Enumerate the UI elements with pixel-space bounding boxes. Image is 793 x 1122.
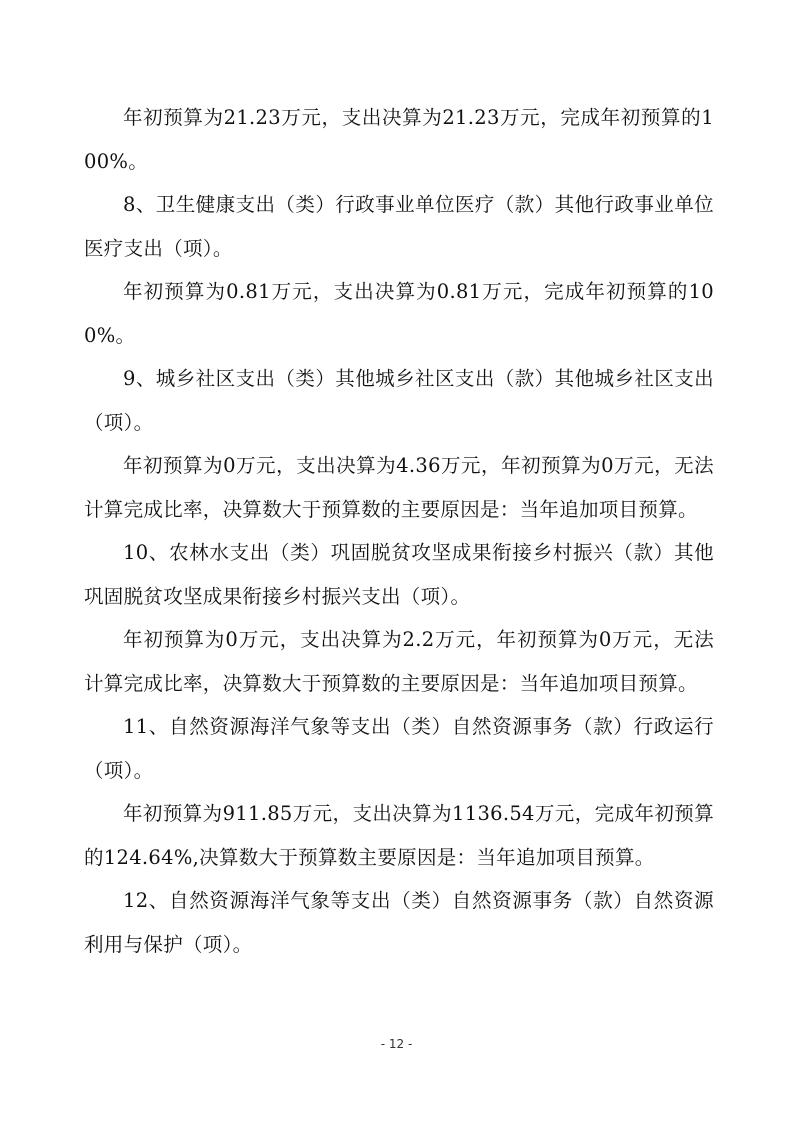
paragraph-item-10-heading: 10、农林水支出（类）巩固脱贫攻坚成果衔接乡村振兴（款）其他巩固脱贫攻坚成果衔接乡村振兴支出（项）。: [84, 541, 714, 608]
paragraph-item-8-heading: 8、卫生健康支出（类）行政事业单位医疗（款）其他行政事业单位医疗支出（项）。: [84, 193, 714, 260]
paragraph-item-9-heading: 9、城乡社区支出（类）其他城乡社区支出（款）其他城乡社区支出（项）。: [84, 367, 714, 434]
paragraph-budget-2-2: 年初预算为0万元，支出决算为2.2万元，年初预算为0万元，无法计算完成比率，决算数大于预算数的主要原因是：当年追加项目预算。: [84, 628, 714, 695]
paragraph-budget-21-23: 年初预算为21.23万元，支出决算为21.23万元，完成年初预算的100%。: [84, 106, 714, 173]
paragraph-budget-4-36: 年初预算为0万元，支出决算为4.36万元，年初预算为0万元，无法计算完成比率，决算数大于预算数的主要原因是：当年追加项目预算。: [84, 454, 714, 521]
paragraph-item-11-heading: 11、自然资源海洋气象等支出（类）自然资源事务（款）行政运行（项）。: [84, 715, 714, 782]
document-body: [84, 96, 714, 966]
paragraph-item-12-heading: 12、自然资源海洋气象等支出（类）自然资源事务（款）自然资源利用与保护（项）。: [84, 889, 714, 956]
paragraph-budget-1136-54: 年初预算为911.85万元，支出决算为1136.54万元，完成年初预算的124.64%,决算数大于预算数主要原因是：当年追加项目预算。: [84, 802, 714, 869]
page-number: - 12 -: [380, 1037, 413, 1051]
paragraph-budget-0-81: 年初预算为0.81万元，支出决算为0.81万元，完成年初预算的100%。: [84, 280, 714, 347]
